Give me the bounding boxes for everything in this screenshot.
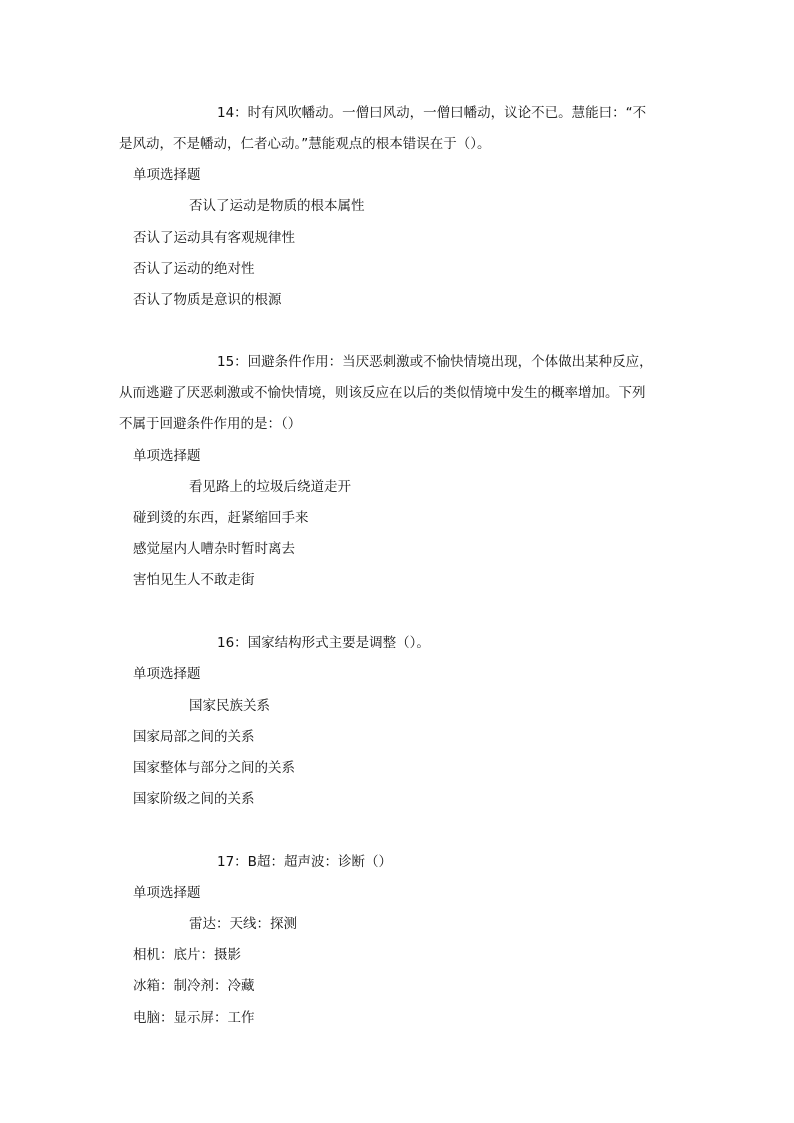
option-b: 碰到烫的东西，赶紧缩回手来: [133, 510, 309, 526]
option-c: 国家整体与部分之间的关系: [133, 760, 295, 776]
option-b: 否认了运动具有客观规律性: [133, 230, 295, 246]
question-type: 单项选择题: [133, 666, 201, 682]
option-c: 感觉屋内人嘈杂时暂时离去: [133, 541, 295, 557]
question-stem-line: 14：时有风吹幡动。一僧曰风动，一僧曰幡动，议论不已。慧能曰：“不: [217, 105, 647, 121]
question-type: 单项选择题: [133, 167, 201, 183]
option-d: 否认了物质是意识的根源: [133, 292, 282, 308]
question-stem-line: 不属于回避条件作用的是：（）: [119, 416, 302, 432]
question-stem-line: 17：B超：超声波：诊断（）: [217, 854, 392, 870]
option-b: 相机：底片：摄影: [133, 947, 241, 963]
option-b: 国家局部之间的关系: [133, 729, 255, 745]
option-a: 否认了运动是物质的根本属性: [189, 198, 365, 214]
question-stem-line: 16：国家结构形式主要是调整（）。: [217, 635, 430, 651]
option-c: 否认了运动的绝对性: [133, 261, 255, 277]
question-stem-line: 从而逃避了厌恶刺激或不愉快情境，则该反应在以后的类似情境中发生的概率增加。下列: [119, 385, 646, 401]
question-type: 单项选择题: [133, 448, 201, 464]
option-a: 雷达：天线：探测: [189, 916, 297, 932]
option-d: 害怕见生人不敢走街: [133, 572, 255, 588]
question-stem-line: 15：回避条件作用：当厌恶刺激或不愉快情境出现，个体做出某种反应，: [217, 354, 653, 370]
option-a: 国家民族关系: [189, 698, 270, 714]
option-a: 看见路上的垃圾后绕道走开: [189, 479, 351, 495]
question-stem-line: 是风动，不是幡动，仁者心动。”慧能观点的根本错误在于（）。: [119, 136, 491, 152]
option-d: 国家阶级之间的关系: [133, 791, 255, 807]
question-type: 单项选择题: [133, 885, 201, 901]
option-c: 冰箱：制冷剂：冷藏: [133, 978, 255, 994]
option-d: 电脑：显示屏：工作: [133, 1010, 255, 1026]
